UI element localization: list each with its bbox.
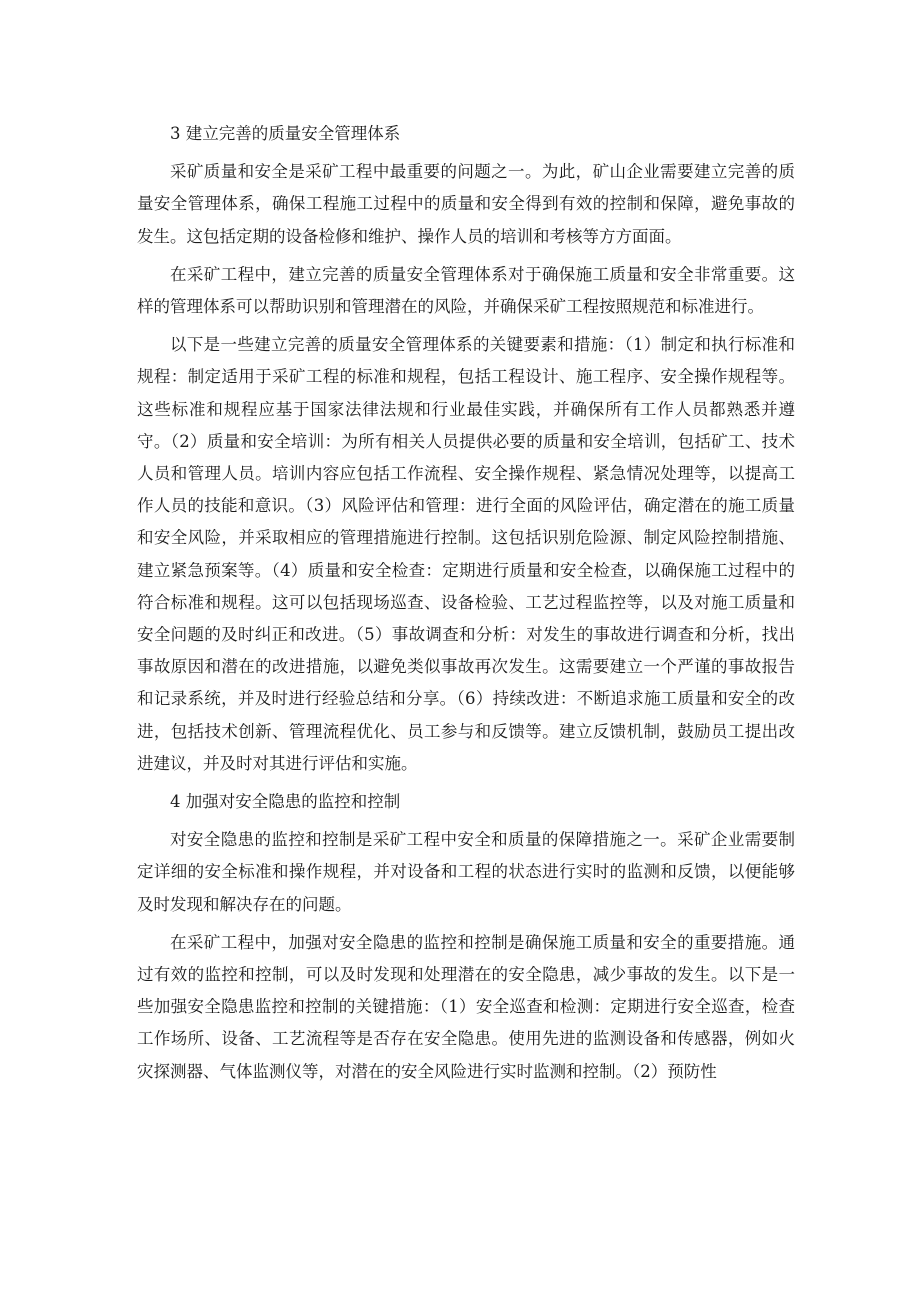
paragraph: 在采矿工程中，建立完善的质量安全管理体系对于确保施工质量和安全非常重要。这样的管理体系可以帮助识别和管理潜在的风险，并确保采矿工程按照规范和标准进行。: [137, 264, 795, 317]
paragraph: 对安全隐患的监控和控制是采矿工程中安全和质量的保障措施之一。采矿企业需要制定详细的安全标准和操作规程，并对设备和工程的状态进行实时的监测和反馈，以便能够及时发现和解决存在的问题。: [137, 830, 795, 914]
paragraph: 在采矿工程中，加强对安全隐患的监控和控制是确保施工质量和安全的重要措施。通过有效的监控和控制，可以及时发现和处理潜在的安全隐患，减少事故的发生。以下是一些加强安全隐患监控和控制的关键措施：（1）安全巡查和检测：定期进行安全巡查，检查工作场所、设备、工艺流程等是否存在安全隐患。使用先进的监测设备和传感器，例如火灾探测器、气体监测仪等，对潜在的安全风险进行实时监测和控制。（2）预防性: [137, 932, 795, 1081]
document-body: [137, 118, 795, 1094]
paragraph: 以下是一些建立完善的质量安全管理体系的关键要素和措施：（1）制定和执行标准和规程：制定适用于采矿工程的标准和规程，包括工程设计、施工程序、安全操作规程等。这些标准和规程应基于国家法律法规和行业最佳实践，并确保所有工作人员都熟悉并遵守。（2）质量和安全培训：为所有相关人员提供必要的质量和安全培训，包括矿工、技术人员和管理人员。培训内容应包括工作流程、安全操作规程、紧急情况处理等，以提高工作人员的技能和意识。（3）风险评估和管理：进行全面的风险评估，确定潜在的施工质量和安全风险，并采取相应的管理措施进行控制。这包括识别危险源、制定风险控制措施、建立紧急预案等。（4）质量和安全检查：定期进行质量和安全检查，以确保施工过程中的符合标准和规程。这可以包括现场巡查、设备检验、工艺过程监控等，以及对施工质量和安全问题的及时纠正和改进。（5）事故调查和分析：对发生的事故进行调查和分析，找出事故原因和潜在的改进措施，以避免类似事故再次发生。这需要建立一个严谨的事故报告和记录系统，并及时进行经验总结和分享。（6）持续改进：不断追求施工质量和安全的改进，包括技术创新、管理流程优化、员工参与和反馈等。建立反馈机制，鼓励员工提出改进建议，并及时对其进行评估和实施。: [137, 335, 795, 773]
paragraph: 采矿质量和安全是采矿工程中最重要的问题之一。为此，矿山企业需要建立完善的质量安全管理体系，确保工程施工过程中的质量和安全得到有效的控制和保障，避免事故的发生。这包括定期的设备检修和维护、操作人员的培训和考核等方方面面。: [137, 162, 795, 246]
section-heading-3: 3 建立完善的质量安全管理体系: [170, 124, 401, 143]
section-heading-4: 4 加强对安全隐患的监控和控制: [170, 792, 401, 812]
